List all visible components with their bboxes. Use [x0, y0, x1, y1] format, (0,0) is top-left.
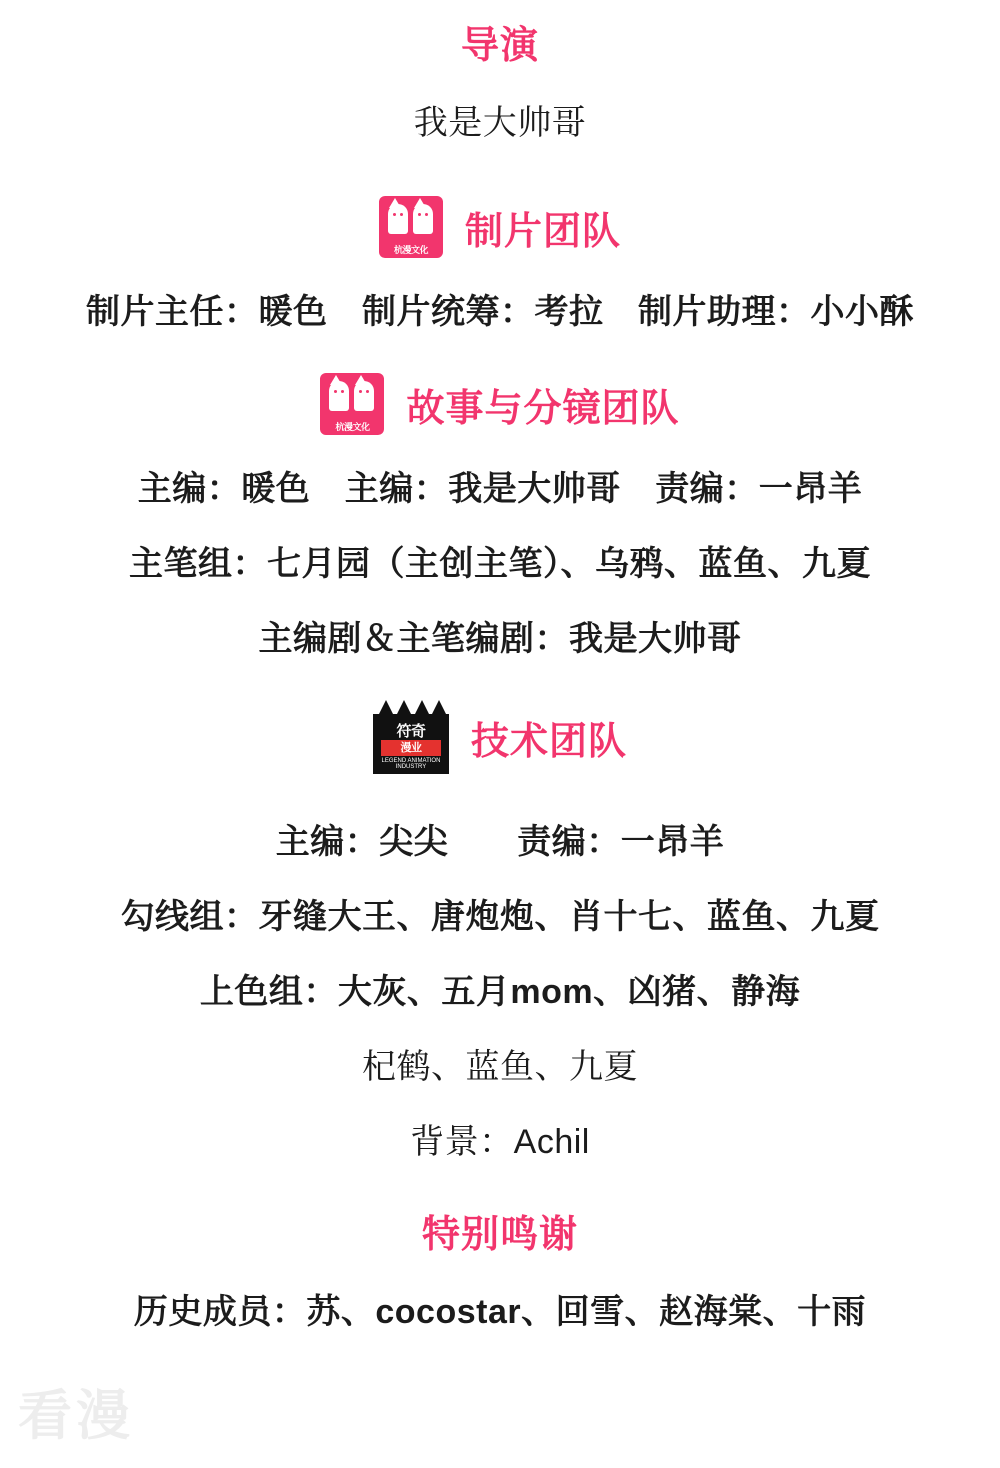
spacer — [0, 863, 1000, 889]
logo-figure — [354, 381, 374, 411]
technical-heading: 技术团队 — [470, 720, 627, 763]
production-heading: 制片团队 — [464, 210, 621, 253]
hangman-culture-logo-icon — [320, 373, 384, 435]
spacer — [0, 144, 1000, 196]
logo-subtitle: LEGEND ANIMATION INDUSTRY — [381, 758, 441, 770]
story-heading: 故事与分镜团队 — [406, 387, 680, 430]
technical-title-row — [0, 700, 1000, 774]
production-line: 制片主任：暖色 制片统筹：考拉 制片助理：小小酥 — [86, 293, 914, 331]
spacer — [0, 774, 1000, 814]
spacer — [0, 585, 1000, 611]
spacer — [0, 938, 1000, 964]
spacer — [0, 333, 1000, 373]
thanks-heading: 特别鸣谢 — [421, 1214, 578, 1256]
logo-figure — [329, 381, 349, 411]
watermark: 看漫 — [18, 1386, 134, 1446]
technical-line-2: 勾线组：牙缝大王、唐炮炮、肖十七、蓝鱼、九夏 — [120, 898, 880, 936]
technical-line-5: 背景：Achil — [410, 1123, 590, 1161]
spacer — [0, 69, 1000, 95]
legend-animation-monster-logo-icon — [373, 700, 449, 774]
logo-caption: 杭漫文化 — [393, 245, 428, 255]
spacer — [0, 1013, 1000, 1039]
logo-text: 符奇 — [396, 723, 426, 740]
spacer — [0, 510, 1000, 536]
spacer — [0, 1163, 1000, 1203]
technical-line-1: 主编：尖尖 责编：一昂羊 — [275, 823, 725, 861]
story-line-2: 主笔组：七月园（主创主笔）、乌鸦、蓝鱼、九夏 — [129, 545, 871, 583]
logo-figure — [413, 204, 433, 234]
director-name: 我是大帅哥 — [413, 104, 587, 142]
director-heading: 导演 — [460, 25, 539, 67]
logo-badge: 漫业 — [381, 740, 441, 756]
spacer — [0, 258, 1000, 284]
story-line-3: 主编剧＆主笔编剧：我是大帅哥 — [258, 620, 742, 658]
hangman-culture-logo-icon — [379, 196, 443, 258]
spacer — [0, 435, 1000, 461]
story-line-1: 主编：暖色 主编：我是大帅哥 责编：一昂羊 — [137, 470, 863, 508]
production-title-row — [0, 196, 1000, 258]
story-title-row — [0, 373, 1000, 435]
technical-line-4: 杞鹤、蓝鱼、九夏 — [362, 1048, 638, 1086]
logo-figure — [388, 204, 408, 234]
spacer — [0, 660, 1000, 700]
spacer — [0, 1088, 1000, 1114]
technical-line-3: 上色组：大灰、五月mom、凶猪、静海 — [199, 973, 801, 1011]
thanks-line: 历史成员：苏、cocostar、回雪、赵海棠、十雨 — [133, 1293, 867, 1331]
spacer — [0, 1258, 1000, 1284]
logo-caption: 杭漫文化 — [335, 422, 370, 432]
